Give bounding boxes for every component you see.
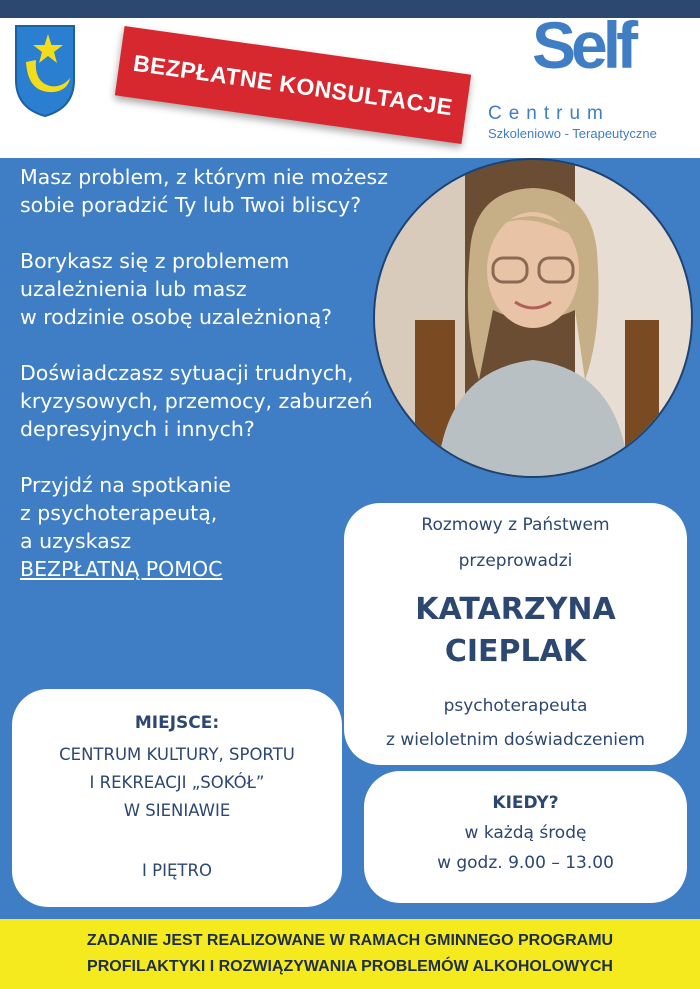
- when-day: w każdą środę: [464, 823, 587, 843]
- free-help-text: BEZPŁATNĄ POMOC: [20, 557, 223, 581]
- question-2: Borykasz się z problemem uzależnienia lub masz w rodzinie osobę uzależnioną?: [20, 249, 333, 329]
- footer-line-2: PROFILAKTYKI I ROZWIĄZYWANIA PROBLEMÓW ALKOHOLOWYCH: [87, 958, 613, 975]
- place-card: [12, 689, 342, 907]
- coat-of-arms-icon: [12, 22, 78, 118]
- talks-line: Rozmowy z Państwem: [421, 515, 610, 535]
- logo-self: Self: [532, 8, 634, 82]
- portrait-photo: [375, 160, 691, 476]
- conducted-by-line: przeprowadzi: [458, 551, 573, 571]
- portrait-illustration: [375, 160, 691, 476]
- logo-centrum: Centrum: [488, 103, 610, 124]
- when-hours: w godz. 9.00 – 13.00: [437, 853, 614, 873]
- therapist-role: psychoterapeuta z wieloletnim doświadczeniem: [386, 696, 645, 750]
- place-floor: I PIĘTRO: [142, 861, 212, 880]
- footer-band: [0, 919, 700, 989]
- banner-text: BEZPŁATNE KONSULTACJE: [131, 49, 455, 120]
- when-card: [364, 771, 687, 903]
- when-heading: KIEDY?: [492, 793, 559, 813]
- invite-text: Przyjdź na spotkanie z psychoterapeutą, a uzyskasz BEZPŁATNĄ POMOC: [20, 473, 232, 581]
- therapist-name: KATARZYNA CIEPLAK: [415, 592, 616, 669]
- footer-line-1: ZADANIE JEST REALIZOWANE W RAMACH GMINNEGO PROGRAMU: [86, 932, 614, 949]
- question-1: Masz problem, z którym nie możesz sobie poradzić Ty lub Twoi bliscy?: [20, 165, 388, 217]
- question-3: Doświadczasz sytuacji trudnych, kryzysowych, przemocy, zaburzeń depresyjnych i innych?: [20, 361, 373, 441]
- logo-subtitle: Szkoleniowo - Terapeutyczne: [488, 126, 657, 141]
- place-address: CENTRUM KULTURY, SPORTU I REKREACJI „SOKÓŁ” W SIENIAWIE: [59, 745, 295, 820]
- place-heading: MIEJSCE:: [134, 713, 220, 733]
- therapist-card: [344, 503, 687, 765]
